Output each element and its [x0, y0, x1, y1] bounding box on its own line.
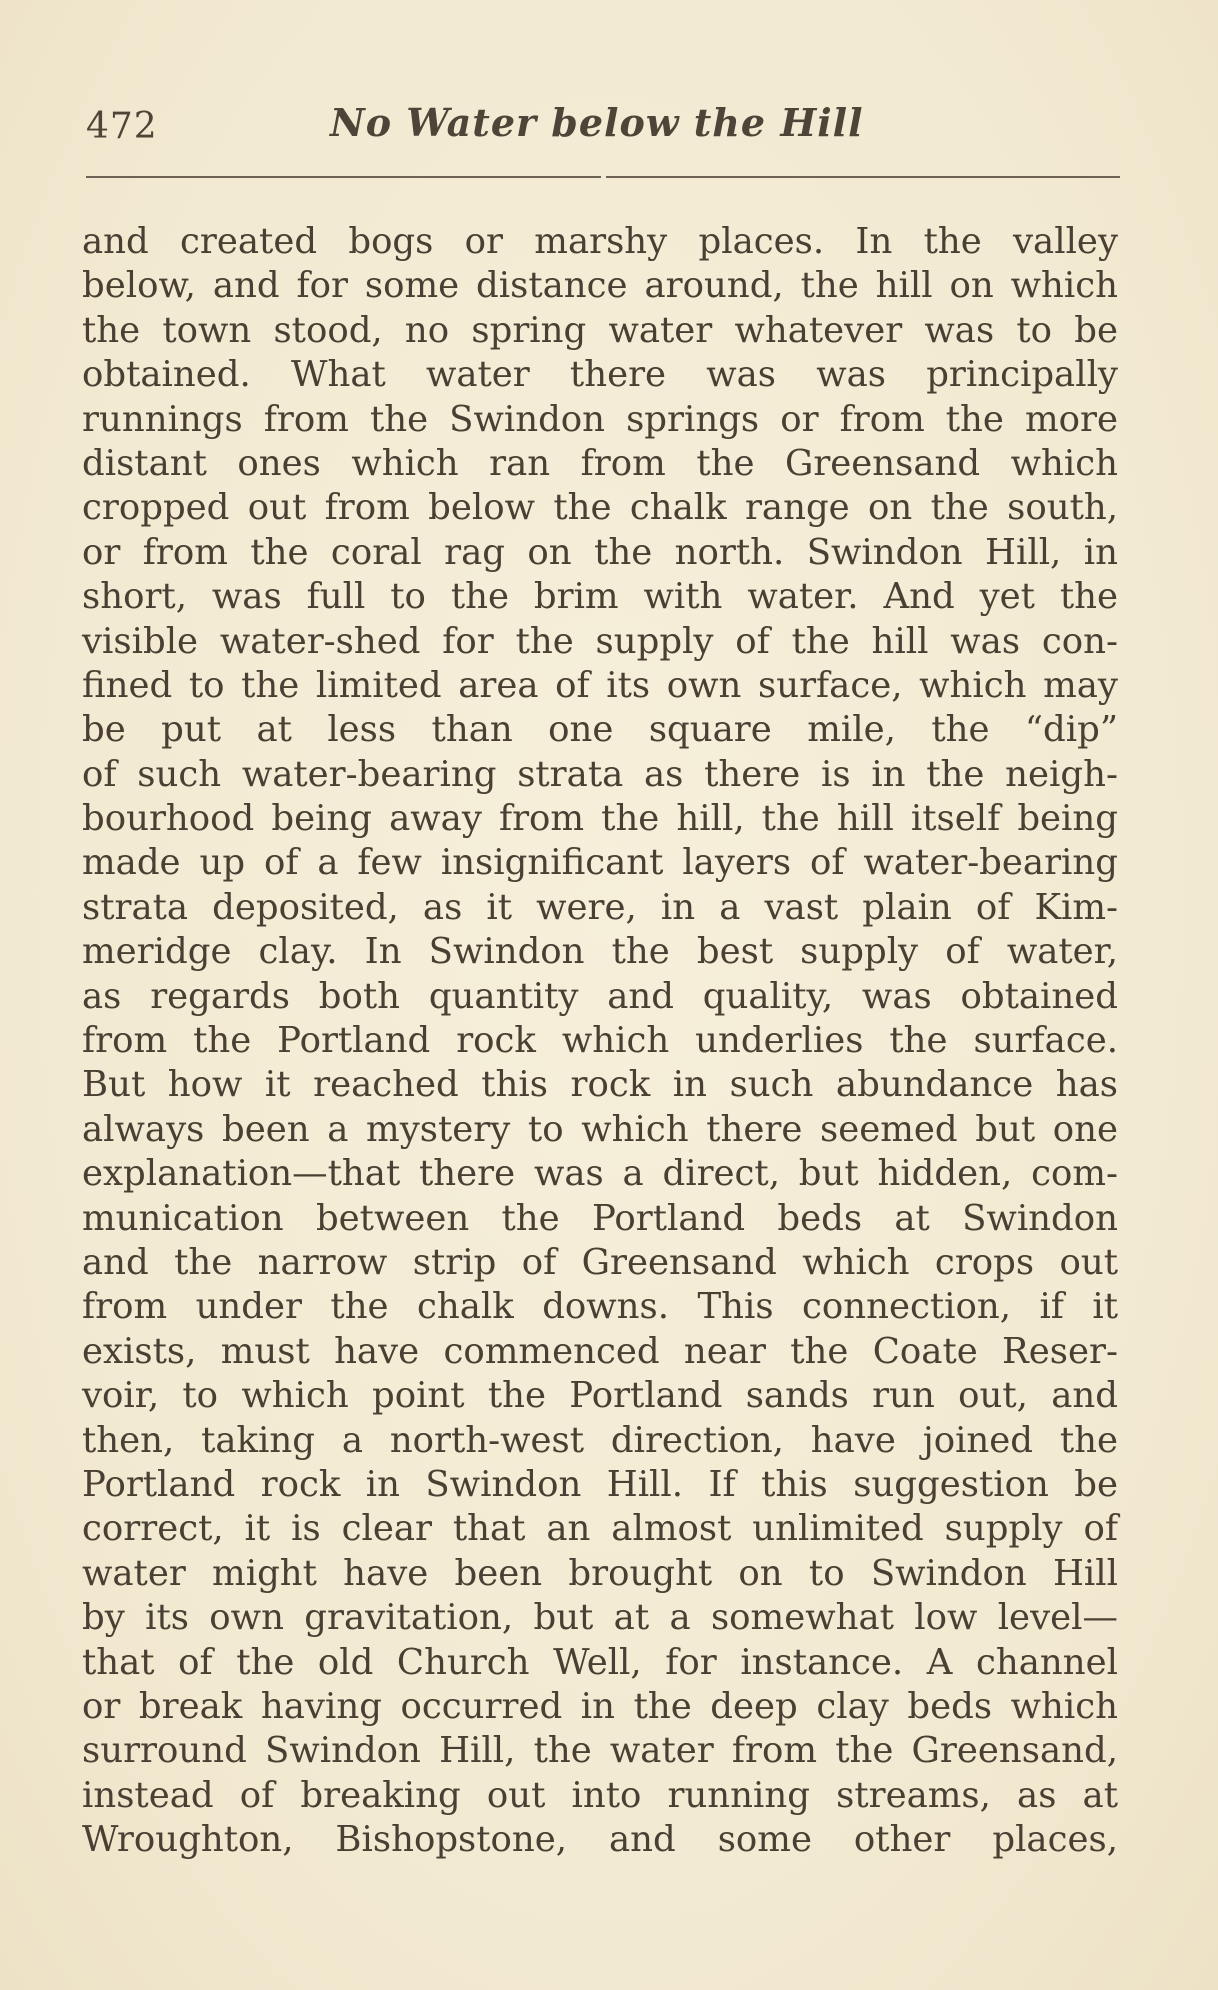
text-line: be put at less than one square mile, the “dip”	[82, 709, 1118, 751]
text-line: and the narrow strip of Greensand which crops out	[82, 1241, 1118, 1283]
text-line: the town stood, no spring water whatever was to be	[82, 309, 1118, 351]
text-line: fined to the limited area of its own surface, which may	[82, 664, 1118, 706]
text-line: exists, must have commenced near the Coate Reser-	[82, 1330, 1118, 1372]
text-line: instead of breaking out into running streams, as at	[82, 1774, 1118, 1816]
text-line: strata deposited, as it were, in a vast plain of Kim-	[82, 886, 1118, 928]
text-line: Portland rock in Swindon Hill. If this suggestion be	[82, 1463, 1118, 1505]
text-line: or from the coral rag on the north. Swindon Hill, in	[82, 531, 1118, 573]
text-line: visible water-shed for the supply of the hill was con-	[82, 620, 1118, 662]
text-line: that of the old Church Well, for instance. A channel	[82, 1641, 1118, 1683]
text-line: water might have been brought on to Swindon Hill	[82, 1552, 1118, 1594]
text-line: from the Portland rock which underlies the surface.	[82, 1020, 1118, 1062]
header-rule-left	[86, 176, 601, 178]
text-line: munication between the Portland beds at Swindon	[82, 1197, 1118, 1239]
text-line: meridge clay. In Swindon the best supply of water,	[82, 931, 1118, 973]
text-line: explanation—that there was a direct, but hidden, com-	[82, 1153, 1118, 1195]
text-line: voir, to which point the Portland sands run out, and	[82, 1375, 1118, 1417]
text-line: bourhood being away from the hill, the hill itself being	[82, 798, 1118, 840]
text-line: runnings from the Swindon springs or from the more	[82, 398, 1118, 440]
text-line: correct, it is clear that an almost unlimited supply of	[82, 1508, 1118, 1550]
text-line: and created bogs or marshy places. In the valley	[82, 221, 1118, 262]
text-line: obtained. What water there was was principally	[82, 354, 1118, 396]
page-number: 472	[86, 106, 158, 147]
text-line: of such water-bearing strata as there is in the neigh-	[82, 753, 1118, 795]
text-line: surround Swindon Hill, the water from the Greensand,	[82, 1730, 1118, 1772]
text-line: Wroughton, Bishopstone, and some other places,	[82, 1819, 1118, 1861]
running-title: No Water below the Hill	[330, 100, 864, 145]
text-line: cropped out from below the chalk range on the south,	[82, 487, 1118, 529]
text-line: short, was full to the brim with water. And yet the	[82, 576, 1118, 618]
text-line: distant ones which ran from the Greensand which	[82, 442, 1118, 484]
text-line: always been a mystery to which there seemed but one	[82, 1108, 1118, 1150]
text-line: made up of a few insignificant layers of water-bearing	[82, 842, 1118, 884]
text-line: or break having occurred in the deep clay beds which	[82, 1685, 1118, 1727]
text-line: But how it reached this rock in such abundance has	[82, 1064, 1118, 1106]
body-text	[82, 220, 1118, 1862]
header-rule-right	[606, 176, 1120, 178]
text-line: then, taking a north-west direction, have joined the	[82, 1419, 1118, 1461]
text-line: below, and for some distance around, the hill on which	[82, 265, 1118, 307]
text-line: as regards both quantity and quality, was obtained	[82, 975, 1118, 1017]
text-line: from under the chalk downs. This connection, if it	[82, 1286, 1118, 1328]
text-line: by its own gravitation, but at a somewhat low level—	[82, 1597, 1118, 1639]
